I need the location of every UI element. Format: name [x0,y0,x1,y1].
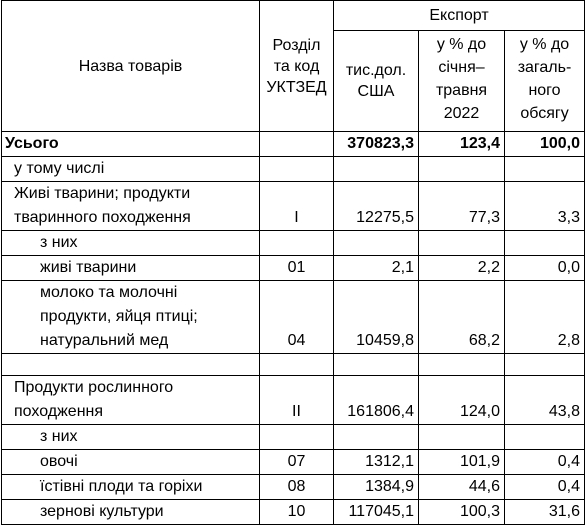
value-cell: 2,1 [334,256,419,281]
table-row [2,425,585,450]
header-value-usd: тис.дол. США [334,31,419,132]
table-row [2,132,585,157]
product-name-cell [2,182,260,231]
product-name-line: зернові культури [40,503,164,520]
product-name-line: у тому числі [14,160,105,177]
table-row [2,354,585,376]
product-name-line: натуральний мед [40,332,169,349]
value-cell: 370823,3 [334,132,419,157]
percent-prev-cell: 2,2 [419,256,505,281]
header-percent-prev-period: у % до січня– травня 2022 [419,31,505,132]
value-cell: 1384,9 [334,475,419,500]
value-cell: 1312,1 [334,450,419,475]
code-cell: 01 [260,256,334,281]
value-cell [334,425,419,450]
value-cell: 117045,1 [334,500,419,525]
table-row [2,231,585,256]
header-product-name: Назва товарів [2,1,260,132]
percent-prev-cell: 44,6 [419,475,505,500]
percent-total-cell: 0,4 [505,450,585,475]
percent-prev-cell: 101,9 [419,450,505,475]
header-export-group: Експорт [334,1,585,31]
product-name-cell [2,425,260,450]
value-cell [334,157,419,182]
code-cell: 08 [260,475,334,500]
header-percent-total: у % до загаль- ного обсягу [505,31,585,132]
product-name-line: з них [40,234,78,251]
product-name-cell [2,450,260,475]
percent-total-cell [505,157,585,182]
percent-prev-cell [419,231,505,256]
table-body [2,132,585,525]
table-row [2,157,585,182]
table-row [2,182,585,231]
percent-total-cell: 100,0 [505,132,585,157]
percent-prev-cell [419,157,505,182]
percent-prev-cell: 77,3 [419,182,505,231]
product-name-line: їстівні плоди та горіхи [40,478,203,495]
percent-total-cell: 43,8 [505,376,585,425]
value-cell [334,354,419,376]
percent-prev-cell: 123,4 [419,132,505,157]
percent-total-cell [505,354,585,376]
product-name-cell [2,281,260,354]
product-name-line: Продукти рослинного [14,379,174,396]
value-cell [334,231,419,256]
code-cell: 10 [260,500,334,525]
header-code: Розділ та код УКТЗЕД [260,1,334,132]
product-name-line: Живі тварини; продукти [14,185,191,202]
product-name-line: овочі [40,453,78,470]
product-name-cell [2,500,260,525]
code-cell: II [260,376,334,425]
percent-total-cell: 0,4 [505,475,585,500]
export-table [1,0,585,525]
percent-prev-cell: 124,0 [419,376,505,425]
product-name-line: тваринного походження [14,209,191,226]
percent-prev-cell [419,354,505,376]
product-name-cell [2,157,260,182]
product-name-line: Усього [5,135,59,152]
percent-total-cell [505,231,585,256]
percent-total-cell: 2,8 [505,281,585,354]
value-cell: 12275,5 [334,182,419,231]
product-name-line: походження [14,403,104,420]
product-name-cell [2,231,260,256]
code-cell: 07 [260,450,334,475]
product-name-cell [2,132,260,157]
product-name-cell [2,354,260,376]
table-row [2,376,585,425]
code-cell: 04 [260,281,334,354]
table-row [2,475,585,500]
table-row [2,450,585,475]
product-name-cell [2,475,260,500]
percent-total-cell: 0,0 [505,256,585,281]
product-name-line: продукти, яйця птиці; [40,308,198,325]
product-name-line: з них [40,428,78,445]
table-row [2,500,585,525]
percent-prev-cell: 68,2 [419,281,505,354]
product-name-line: молоко та молочні [40,284,178,301]
percent-total-cell [505,425,585,450]
percent-total-cell: 31,6 [505,500,585,525]
product-name-cell [2,376,260,425]
table-row [2,256,585,281]
value-cell: 161806,4 [334,376,419,425]
code-cell [260,354,334,376]
product-name-line: живі тварини [40,259,137,276]
percent-prev-cell: 100,3 [419,500,505,525]
code-cell [260,157,334,182]
percent-total-cell: 3,3 [505,182,585,231]
value-cell: 10459,8 [334,281,419,354]
code-cell [260,132,334,157]
percent-prev-cell [419,425,505,450]
code-cell: I [260,182,334,231]
code-cell [260,231,334,256]
product-name-cell [2,256,260,281]
table-row [2,281,585,354]
code-cell [260,425,334,450]
